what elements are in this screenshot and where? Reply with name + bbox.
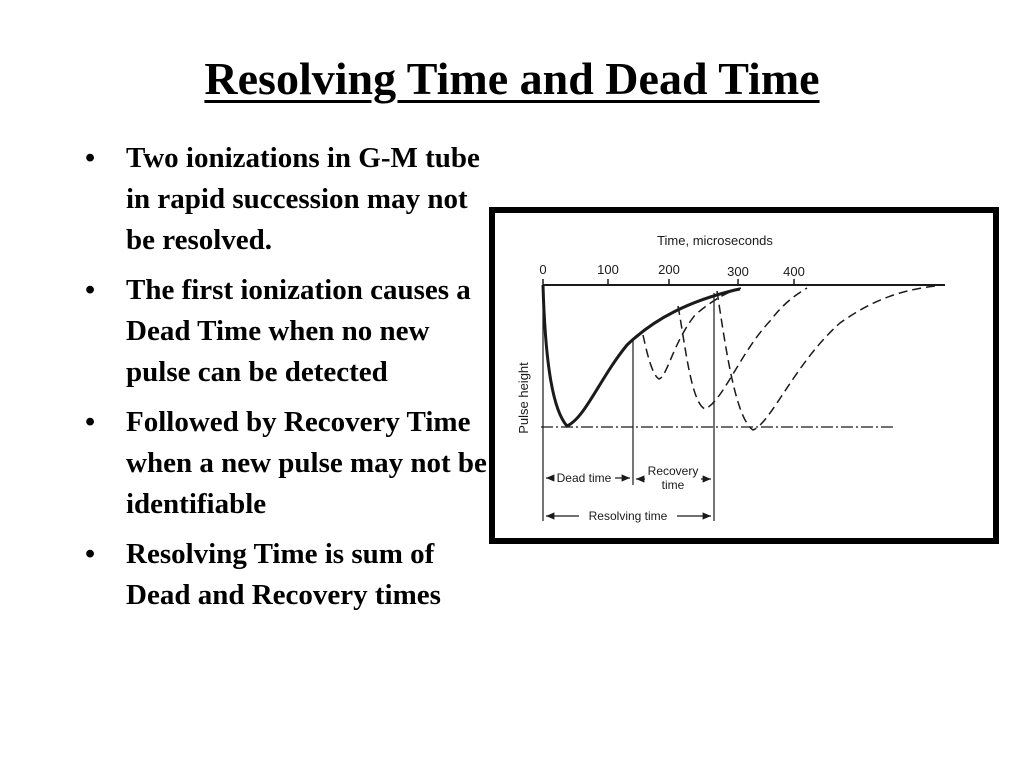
recovery-time-label: Recovery <box>647 464 699 478</box>
x-axis-title: Time, microseconds <box>657 233 773 248</box>
recovery-pulse-curve <box>643 288 741 379</box>
x-tick-label: 300 <box>727 264 749 279</box>
x-tick-label: 0 <box>539 262 547 277</box>
bullet-text: Two ionizations in G-M tube in rapid succession may not be resolved. <box>126 142 480 256</box>
bullet-item <box>80 534 500 616</box>
x-tick-label: 100 <box>597 262 619 277</box>
bullet-item <box>80 402 500 525</box>
bullet-marker: • <box>85 142 96 174</box>
pulse-diagram <box>495 213 993 538</box>
bullet-item <box>80 270 500 393</box>
pulse-diagram-frame <box>489 207 999 544</box>
resolving-time-label: Resolving time <box>588 509 668 523</box>
bullet-marker: • <box>85 538 96 570</box>
bullet-marker: • <box>85 406 96 438</box>
bullet-text: The first ionization causes a Dead Time when no new pulse can be detected <box>126 274 471 388</box>
x-tick-label: 200 <box>658 262 680 277</box>
x-tick-label: 400 <box>783 264 805 279</box>
bullet-text: Resolving Time is sum of Dead and Recovery times <box>126 538 441 611</box>
bullet-marker: • <box>85 274 96 306</box>
slide-title: Resolving Time and Dead Time <box>204 53 820 104</box>
dead-time-label: Dead time <box>556 471 612 485</box>
recovery-pulse-curve <box>678 288 807 409</box>
full-pulse-curve <box>717 285 943 430</box>
recovery-time-label: time <box>661 478 685 492</box>
bullet-list <box>80 138 500 625</box>
y-axis-title: Pulse height <box>516 362 531 434</box>
bullet-text: Followed by Recovery Time when a new pulse may not be identifiable <box>126 406 487 520</box>
bullet-item <box>80 138 500 261</box>
